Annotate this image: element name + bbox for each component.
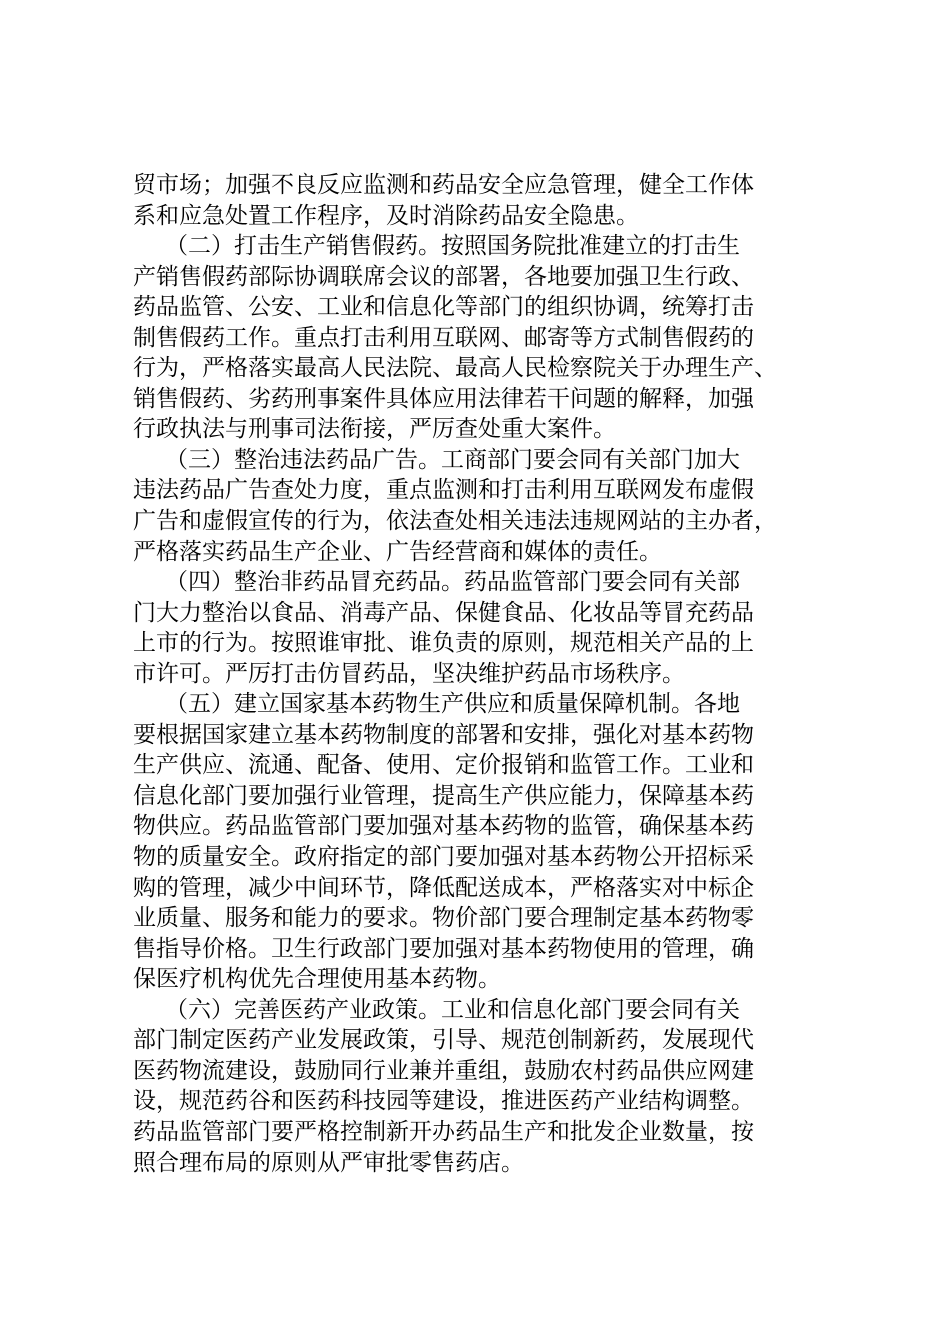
text-line: 保医疗机构优先合理使用基本药物。 — [133, 966, 501, 993]
text-line: 业质量、服务和能力的要求。物价部门要合理制定基本药物零 — [133, 905, 754, 932]
text-line: 要根据国家建立基本药物制度的部署和安排，强化对基本药物 — [133, 721, 754, 748]
text-line: 贸市场；加强不良反应监测和药品安全应急管理，健全工作体 — [133, 172, 754, 198]
text-line: 门大力整治以食品、消毒产品、保健食品、化妆品等冒充药品 — [133, 599, 754, 626]
text-line: 销售假药、劣药刑事案件具体应用法律若干问题的解释，加强 — [133, 385, 754, 412]
text-line: 物供应。药品监管部门要加强对基本药物的监管，确保基本药 — [133, 813, 754, 840]
document-body — [133, 170, 833, 1178]
text-line: 产销售假药部际协调联席会议的部署，各地要加强卫生行政、 — [133, 263, 754, 290]
text-line: 系和应急处置工作程序，及时消除药品安全隐患。 — [133, 202, 639, 229]
paragraph-start-line: （四）整治非药品冒充药品。药品监管部门要会同有关部 — [165, 569, 740, 596]
text-line: 照合理布局的原则从严审批零售药店。 — [133, 1149, 524, 1176]
text-line: 行政执法与刑事司法衔接，严厉查处重大案件。 — [133, 416, 616, 443]
paragraph-start-line: （六）完善医药产业政策。工业和信息化部门要会同有关 — [165, 996, 740, 1023]
text-line: 医药物流建设，鼓励同行业兼并重组，鼓励农村药品供应网建 — [133, 1057, 754, 1084]
text-line: 市许可。严厉打击仿冒药品，坚决维护药品市场秩序。 — [133, 660, 685, 687]
text-line: 违法药品广告查处力度，重点监测和打击利用互联网发布虚假 — [133, 477, 754, 504]
text-line: 药品监管部门要严格控制新开办药品生产和批发企业数量，按 — [133, 1118, 754, 1145]
paragraph-start-line: （三）整治违法药品广告。工商部门要会同有关部门加大 — [165, 446, 740, 473]
text-line: 部门制定医药产业发展政策，引导、规范创制新药，发展现代 — [133, 1027, 754, 1054]
text-line: 药品监管、公安、工业和信息化等部门的组织协调，统筹打击 — [133, 294, 754, 321]
text-line: 购的管理，减少中间环节，降低配送成本，严格落实对中标企 — [133, 874, 754, 901]
text-line: 物的质量安全。政府指定的部门要加强对基本药物公开招标采 — [133, 844, 754, 871]
text-line: 行为，严格落实最高人民法院、最高人民检察院关于办理生产、 — [133, 355, 777, 382]
text-line: 上市的行为。按照谁审批、谁负责的原则，规范相关产品的上 — [133, 630, 754, 657]
text-line: 生产供应、流通、配备、使用、定价报销和监管工作。工业和 — [133, 752, 754, 779]
text-line: 售指导价格。卫生行政部门要加强对基本药物使用的管理，确 — [133, 935, 754, 962]
text-line: 设，规范药谷和医药科技园等建设，推进医药产业结构调整。 — [133, 1088, 754, 1115]
text-line: 信息化部门要加强行业管理，提高生产供应能力，保障基本药 — [133, 782, 754, 809]
text-line: 广告和虚假宣传的行为，依法查处相关违法违规网站的主办者， — [133, 508, 777, 535]
text-line: 严格落实药品生产企业、广告经营商和媒体的责任。 — [133, 538, 662, 565]
paragraph-start-line: （五）建立国家基本药物生产供应和质量保障机制。各地 — [165, 691, 740, 718]
text-line: 制售假药工作。重点打击利用互联网、邮寄等方式制售假药的 — [133, 324, 754, 351]
paragraph-start-line: （二）打击生产销售假药。按照国务院批准建立的打击生 — [165, 233, 740, 260]
